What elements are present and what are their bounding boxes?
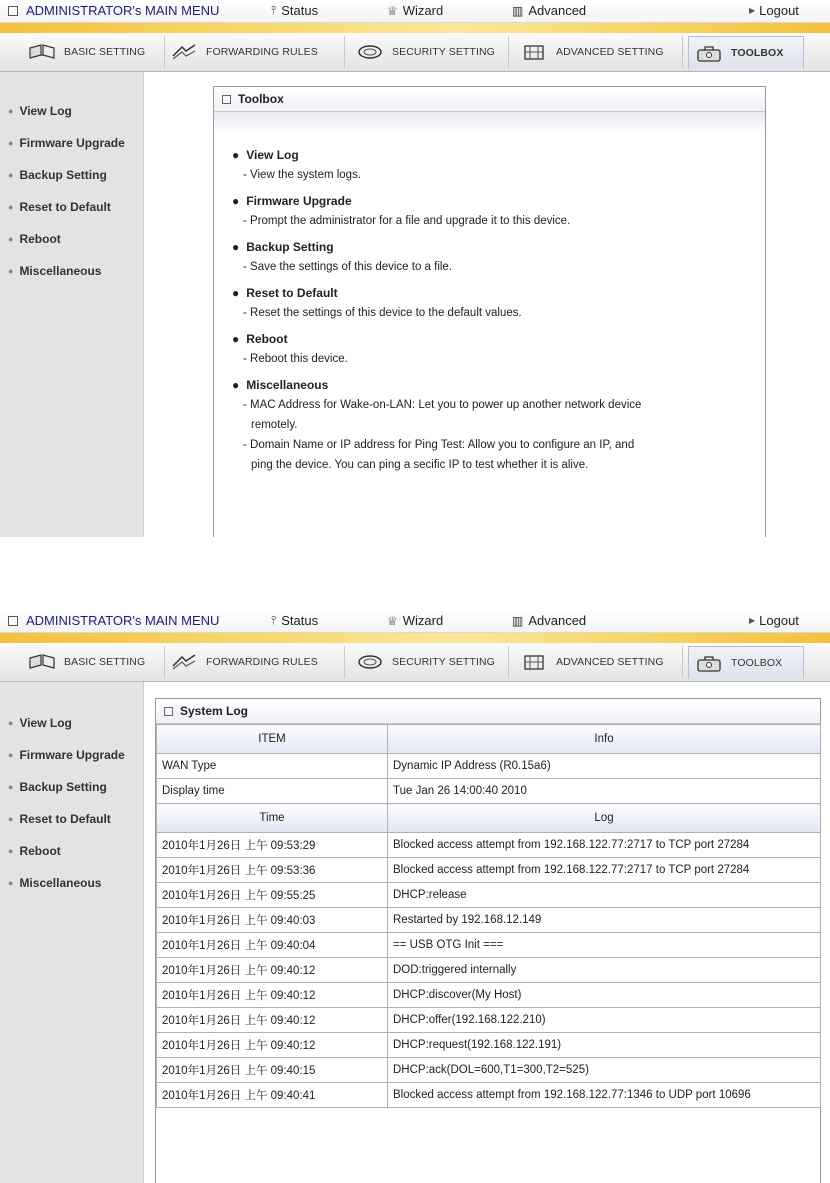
column-header-item: ITEM bbox=[157, 725, 388, 754]
tab-bar bbox=[0, 643, 830, 682]
table-row bbox=[157, 754, 821, 779]
column-header-info: Info bbox=[388, 725, 821, 754]
bullet-icon: ● bbox=[232, 194, 240, 208]
bullet-icon: ● bbox=[8, 846, 14, 856]
table-row bbox=[157, 933, 821, 958]
sidebar bbox=[0, 72, 144, 537]
log-message: DHCP:discover(My Host) bbox=[388, 983, 821, 1008]
toolbox-icon bbox=[695, 43, 723, 63]
tab-toolbox-label: TOOLBOX bbox=[731, 657, 783, 669]
tab-forwarding-label: FORWARDING RULES bbox=[206, 46, 318, 58]
table-row bbox=[157, 833, 821, 858]
feature-title: Backup Setting bbox=[246, 240, 334, 254]
square-icon bbox=[164, 707, 173, 716]
log-time: 2010年1月26日 上午 09:40:12 bbox=[157, 1008, 388, 1033]
wizard-label: Wizard bbox=[402, 3, 444, 18]
table-row bbox=[157, 1058, 821, 1083]
log-message: Blocked access attempt from 192.168.122.77:2717 to TCP port 27284 bbox=[388, 858, 821, 883]
arrow-right-icon: ▶ bbox=[749, 6, 756, 15]
feature-title: Firmware Upgrade bbox=[246, 194, 352, 208]
log-time: 2010年1月26日 上午 09:40:12 bbox=[157, 983, 388, 1008]
sidebar-item-label: View Log bbox=[19, 104, 72, 118]
bullet-icon: ● bbox=[232, 240, 240, 254]
arrow-right-icon: ▶ bbox=[749, 616, 756, 625]
bullet-icon: ● bbox=[8, 878, 14, 888]
logout-link[interactable] bbox=[749, 613, 799, 628]
table-row bbox=[157, 1083, 821, 1108]
admin-menu-link[interactable] bbox=[8, 613, 219, 628]
sidebar-item-reboot[interactable] bbox=[8, 232, 61, 246]
advanced-link[interactable] bbox=[512, 3, 586, 18]
lock-ring-icon bbox=[356, 652, 384, 672]
status-label: Status bbox=[281, 3, 319, 18]
sidebar-item-label: Firmware Upgrade bbox=[19, 136, 125, 150]
sidebar-item-label: Firmware Upgrade bbox=[19, 748, 125, 762]
tab-basic-setting[interactable] bbox=[28, 646, 165, 678]
bullet-icon: ● bbox=[8, 234, 14, 244]
tab-bar bbox=[0, 33, 830, 72]
feature-backup-setting bbox=[232, 237, 752, 277]
bullet-icon: ● bbox=[8, 266, 14, 276]
feature-description: - View the system logs. bbox=[243, 169, 362, 181]
sidebar-item-miscellaneous[interactable] bbox=[8, 876, 101, 890]
status-label: Status bbox=[281, 613, 319, 628]
log-time: 2010年1月26日 上午 09:40:15 bbox=[157, 1058, 388, 1083]
book-icon bbox=[28, 42, 56, 62]
system-log-panel bbox=[155, 698, 821, 1183]
log-time: 2010年1月26日 上午 09:40:04 bbox=[157, 933, 388, 958]
square-icon bbox=[8, 6, 18, 16]
tab-basic-label: BASIC SETTING bbox=[64, 46, 146, 58]
log-message: DHCP:release bbox=[388, 883, 821, 908]
top-menu-bar bbox=[0, 0, 830, 23]
bullet-icon: ● bbox=[8, 750, 14, 760]
forwarding-icon bbox=[170, 42, 198, 62]
sidebar-item-reboot[interactable] bbox=[8, 844, 61, 858]
bullet-icon: ● bbox=[8, 814, 14, 824]
table-row bbox=[157, 983, 821, 1008]
bullet-icon: ● bbox=[8, 106, 14, 116]
system-log-screen bbox=[0, 610, 830, 1183]
status-link[interactable] bbox=[271, 613, 318, 628]
feature-title: Miscellaneous bbox=[246, 378, 329, 392]
wizard-label: Wizard bbox=[402, 613, 444, 628]
gears-icon bbox=[520, 652, 548, 672]
sidebar-item-label: Reboot bbox=[19, 232, 61, 246]
bullet-icon: ● bbox=[8, 202, 14, 212]
tab-security-setting[interactable] bbox=[356, 36, 509, 68]
feature-description: remotely. bbox=[251, 419, 298, 431]
display-time-value: Tue Jan 26 14:00:40 2010 bbox=[388, 779, 821, 804]
toolbox-icon bbox=[695, 653, 723, 673]
feature-reset-to-default bbox=[232, 283, 752, 323]
sidebar-item-label: Reset to Default bbox=[19, 812, 111, 826]
table-row bbox=[157, 883, 821, 908]
feature-description: - Prompt the administrator for a file and upgrade it to this device. bbox=[243, 215, 571, 227]
log-time: 2010年1月26日 上午 09:40:12 bbox=[157, 1033, 388, 1058]
log-time: 2010年1月26日 上午 09:55:25 bbox=[157, 883, 388, 908]
log-time: 2010年1月26日 上午 09:40:41 bbox=[157, 1083, 388, 1108]
column-header-time: Time bbox=[157, 804, 388, 833]
tab-toolbox[interactable] bbox=[688, 36, 804, 69]
wan-type-label: WAN Type bbox=[157, 754, 388, 779]
status-icon: ⫯ bbox=[271, 3, 277, 17]
log-message: DHCP:ack(DOL=600,T1=300,T2=525) bbox=[388, 1058, 821, 1083]
log-message: Blocked access attempt from 192.168.122.77:2717 to TCP port 27284 bbox=[388, 833, 821, 858]
book-icon bbox=[28, 652, 56, 672]
toolbox-panel-header bbox=[214, 87, 765, 112]
bullet-icon: ● bbox=[232, 148, 240, 162]
tab-advanced-setting[interactable] bbox=[520, 646, 683, 678]
feature-firmware-upgrade bbox=[232, 191, 752, 231]
top-menu-bar bbox=[0, 610, 830, 633]
tab-security-label: SECURITY SETTING bbox=[392, 656, 495, 668]
gears-icon bbox=[520, 42, 548, 62]
feature-title: Reboot bbox=[246, 332, 288, 346]
toolbox-feature-list bbox=[232, 145, 752, 481]
tab-basic-label: BASIC SETTING bbox=[64, 656, 146, 668]
tab-toolbox-label: TOOLBOX bbox=[731, 47, 784, 59]
gold-stripe bbox=[0, 633, 830, 643]
table-row bbox=[157, 1008, 821, 1033]
log-message: DHCP:offer(192.168.122.210) bbox=[388, 1008, 821, 1033]
wizard-icon: ♕ bbox=[387, 3, 398, 18]
toolbox-panel-title: Toolbox bbox=[238, 92, 284, 106]
log-message: DOD:triggered internally bbox=[388, 958, 821, 983]
toolbox-panel bbox=[213, 86, 766, 537]
status-icon: ⫯ bbox=[271, 613, 277, 627]
table-header-row bbox=[157, 804, 821, 833]
gold-stripe bbox=[0, 23, 830, 33]
feature-title: Reset to Default bbox=[246, 286, 338, 300]
tab-security-label: SECURITY SETTING bbox=[392, 46, 495, 58]
tab-advanced-label: ADVANCED SETTING bbox=[556, 46, 664, 58]
advanced-icon: ▥ bbox=[512, 613, 524, 628]
wizard-link[interactable] bbox=[387, 613, 443, 628]
log-message: == USB OTG Init === bbox=[388, 933, 821, 958]
sidebar-item-firmware-upgrade[interactable] bbox=[8, 748, 125, 762]
lock-ring-icon bbox=[356, 42, 384, 62]
sidebar-item-label: Backup Setting bbox=[19, 780, 107, 794]
forwarding-icon bbox=[170, 652, 198, 672]
bullet-icon: ● bbox=[8, 170, 14, 180]
feature-description: ping the device. You can ping a secific IP to test whether it is alive. bbox=[251, 459, 589, 471]
table-row bbox=[157, 958, 821, 983]
bullet-icon: ● bbox=[232, 378, 240, 392]
table-row bbox=[157, 858, 821, 883]
sidebar-item-label: Reset to Default bbox=[19, 200, 111, 214]
admin-menu-link[interactable] bbox=[8, 3, 219, 18]
feature-title: View Log bbox=[246, 148, 299, 162]
header-band bbox=[214, 112, 765, 132]
feature-miscellaneous bbox=[232, 375, 752, 475]
sidebar-item-label: Miscellaneous bbox=[19, 264, 102, 278]
system-log-table bbox=[156, 724, 821, 1108]
display-time-label: Display time bbox=[157, 779, 388, 804]
feature-description: - MAC Address for Wake-on-LAN: Let you to power up another network device bbox=[243, 399, 642, 411]
sidebar-item-view-log[interactable] bbox=[8, 104, 72, 118]
advanced-icon: ▥ bbox=[512, 3, 524, 18]
tab-security-setting[interactable] bbox=[356, 646, 509, 678]
feature-reboot bbox=[232, 329, 752, 369]
sidebar-item-backup-setting[interactable] bbox=[8, 168, 107, 182]
tab-toolbox[interactable] bbox=[688, 646, 804, 679]
wizard-icon: ♕ bbox=[387, 613, 398, 628]
tab-forwarding-label: FORWARDING RULES bbox=[206, 656, 318, 668]
tab-advanced-label: ADVANCED SETTING bbox=[556, 656, 664, 668]
sidebar-item-label: Backup Setting bbox=[19, 168, 107, 182]
table-row bbox=[157, 779, 821, 804]
tab-forwarding-rules[interactable] bbox=[170, 646, 345, 678]
table-row bbox=[157, 1033, 821, 1058]
system-log-header bbox=[156, 699, 820, 724]
status-link[interactable] bbox=[271, 3, 318, 18]
log-message: Blocked access attempt from 192.168.122.77:1346 to UDP port 10696 bbox=[388, 1083, 821, 1108]
admin-menu-label: ADMINISTRATOR's MAIN MENU bbox=[26, 613, 220, 628]
sidebar-item-miscellaneous[interactable] bbox=[8, 264, 101, 278]
column-header-log: Log bbox=[388, 804, 821, 833]
log-time: 2010年1月26日 上午 09:53:29 bbox=[157, 833, 388, 858]
logout-link[interactable] bbox=[749, 3, 799, 18]
wan-type-value: Dynamic IP Address (R0.15a6) bbox=[388, 754, 821, 779]
sidebar-item-backup-setting[interactable] bbox=[8, 780, 107, 794]
sidebar-item-reset-to-default[interactable] bbox=[8, 200, 111, 214]
wizard-link[interactable] bbox=[387, 3, 443, 18]
sidebar-item-reset-to-default[interactable] bbox=[8, 812, 111, 826]
tab-basic-setting[interactable] bbox=[28, 36, 165, 68]
sidebar-item-label: Reboot bbox=[19, 844, 61, 858]
sidebar-item-label: View Log bbox=[19, 716, 72, 730]
log-message: DHCP:request(192.168.122.191) bbox=[388, 1033, 821, 1058]
table-header-row bbox=[157, 725, 821, 754]
log-time: 2010年1月26日 上午 09:40:03 bbox=[157, 908, 388, 933]
system-log-title: System Log bbox=[180, 704, 249, 718]
feature-view-log bbox=[232, 145, 752, 185]
feature-description: - Domain Name or IP address for Ping Test: Allow you to configure an IP, and bbox=[243, 439, 635, 451]
tab-forwarding-rules[interactable] bbox=[170, 36, 345, 68]
advanced-label: Advanced bbox=[528, 3, 587, 18]
advanced-label: Advanced bbox=[528, 613, 587, 628]
logout-label: Logout bbox=[759, 613, 799, 628]
square-icon bbox=[8, 616, 18, 626]
bullet-icon: ● bbox=[232, 332, 240, 346]
log-time: 2010年1月26日 上午 09:53:36 bbox=[157, 858, 388, 883]
table-row bbox=[157, 908, 821, 933]
feature-description: - Reset the settings of this device to the default values. bbox=[243, 307, 522, 319]
tab-advanced-setting[interactable] bbox=[520, 36, 683, 68]
log-time: 2010年1月26日 上午 09:40:12 bbox=[157, 958, 388, 983]
feature-description: - Reboot this device. bbox=[243, 353, 348, 365]
log-message: Restarted by 192.168.12.149 bbox=[388, 908, 821, 933]
bullet-icon: ● bbox=[8, 138, 14, 148]
toolbox-screen bbox=[0, 0, 830, 537]
sidebar-item-firmware-upgrade[interactable] bbox=[8, 136, 125, 150]
sidebar-item-label: Miscellaneous bbox=[19, 876, 102, 890]
bullet-icon: ● bbox=[232, 286, 240, 300]
bullet-icon: ● bbox=[8, 782, 14, 792]
feature-description: - Save the settings of this device to a file. bbox=[243, 261, 453, 273]
advanced-link[interactable] bbox=[512, 613, 586, 628]
sidebar bbox=[0, 682, 144, 1183]
logout-label: Logout bbox=[759, 3, 799, 18]
admin-menu-label: ADMINISTRATOR's MAIN MENU bbox=[26, 3, 220, 18]
sidebar-item-view-log[interactable] bbox=[8, 716, 72, 730]
bullet-icon: ● bbox=[8, 718, 14, 728]
square-icon bbox=[222, 95, 231, 104]
